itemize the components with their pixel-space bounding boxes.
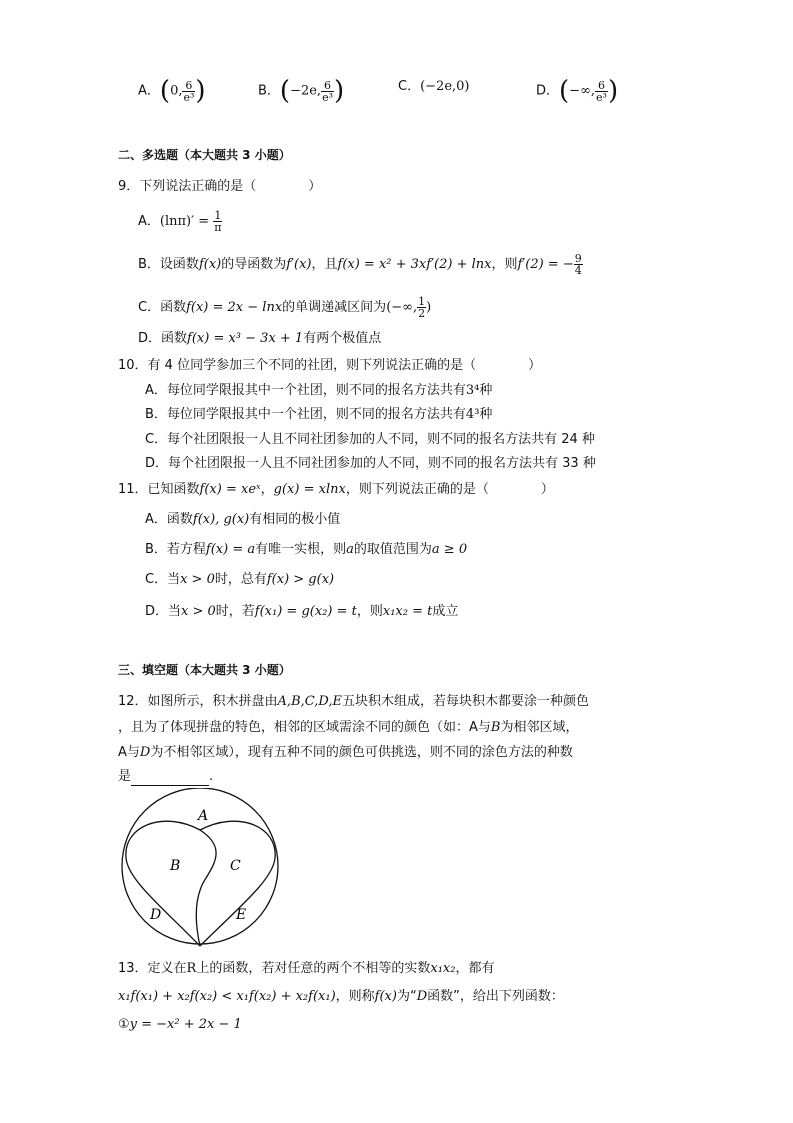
q8-option-b: B．(−2e, $\frac{6}{\text{e³}}$ )	[258, 76, 345, 106]
q13-item-1: ①y = −x² + 2x − 1	[118, 1017, 242, 1032]
q11-stem: 11．已知函数f(x) = xeˣ，g(x) = xlnx，则下列说法正确的是（ ）	[118, 482, 554, 497]
q11-option-d: D．当x > 0时，若f(x₁) = g(x₂) = t，则x₁x₂ = t成立	[145, 604, 459, 619]
q8-b-fraction: $\frac{6}{\text{e³}}$	[322, 78, 333, 104]
inner-divider-curve	[196, 830, 216, 946]
q9-a-fraction: $\frac{1}{\pi}$	[214, 209, 222, 234]
q9-c-fraction: $\frac{1}{2}$	[418, 295, 426, 320]
q8-option-d: D．(−∞, $\frac{6}{\text{e³}}$ )	[536, 76, 619, 106]
q9-option-b: B．设函数f(x)的导函数为f′(x)，且f(x) = x² + 3xf′(2) + lnx，则f′(2) = − $\frac{9}{4}$	[138, 252, 582, 277]
q10-stem: 10．有 4 位同学参加三个不同的社团，则下列说法正确的是（ ）	[118, 358, 542, 373]
q9-option-c: C．函数f(x) = 2x − lnx的单调递减区间为(−∞, $\frac{1}{2}$ )	[138, 295, 432, 320]
q10-option-d: D．每个社团限报一人且不同社团参加的人不同，则不同的报名方法共有 33 种	[145, 456, 596, 471]
q9-b-fraction: $\frac{9}{4}$	[574, 252, 582, 277]
q10-option-c: C．每个社团限报一人且不同社团参加的人不同，则不同的报名方法共有 24 种	[145, 432, 595, 447]
q11-option-a: A．函数f(x), g(x)有相同的极小值	[145, 512, 341, 527]
q8-option-a: A．(0, $\frac{6}{\text{e³}}$ )	[138, 76, 206, 106]
q13-line-2: x₁f(x₁) + x₂f(x₂) < x₁f(x₂) + x₂f(x₁)，则称f(x)为“D函数”，给出下列函数：	[118, 989, 564, 1004]
q12-circle-figure	[118, 788, 284, 948]
q12-line-2: ，且为了体现拼盘的特色，相邻的区域需涂不同的颜色（如：A与B为相邻区域，	[118, 720, 579, 735]
q12-line-4: 是 .	[118, 769, 214, 784]
q12-line-1: 12．如图所示，积木拼盘由A,B,C,D,E五块积木组成，若每块积木都要涂一种颜色	[118, 694, 589, 709]
region-label-a: A	[198, 808, 209, 824]
heart-left-lobe	[126, 821, 200, 946]
q12-line-3: A与D为不相邻区域），现有五种不同的颜色可供挑选，则不同的涂色方法的种数	[118, 745, 573, 760]
q8-option-c: C．(−2e,0)	[398, 79, 470, 94]
q9-option-a: A．(lnπ)′ = $\frac{1}{\pi}$	[138, 209, 222, 234]
q11-option-c: C．当x > 0时，总有f(x) > g(x)	[145, 572, 335, 587]
section-2-heading: 二、多选题（本大题共 3 小题）	[118, 148, 291, 162]
q8-a-fraction: $\frac{6}{\text{e³}}$	[183, 78, 195, 104]
region-label-e: E	[236, 907, 247, 923]
q9-option-d: D．函数f(x) = x³ − 3x + 1有两个极值点	[138, 331, 382, 346]
section-3-heading: 三、填空题（本大题共 3 小题）	[118, 663, 291, 677]
q10-option-b: B．每位同学限报其中一个社团，则不同的报名方法共有4³种	[145, 407, 493, 422]
region-label-c: C	[230, 858, 241, 874]
region-label-d: D	[150, 907, 162, 923]
q8-d-fraction: $\frac{6}{\text{e³}}$	[596, 78, 607, 104]
region-label-b: B	[170, 858, 181, 874]
answer-blank[interactable]	[131, 771, 209, 786]
q10-option-a: A．每位同学限报其中一个社团，则不同的报名方法共有3⁴种	[145, 383, 493, 398]
q9-stem: 9．下列说法正确的是（ ）	[118, 179, 322, 194]
q13-line-1: 13．定义在R上的函数，若对任意的两个不相等的实数x₁x₂，都有	[118, 961, 495, 976]
q11-option-b: B．若方程f(x) = a有唯一实根，则a的取值范围为a ≥ 0	[145, 542, 468, 557]
